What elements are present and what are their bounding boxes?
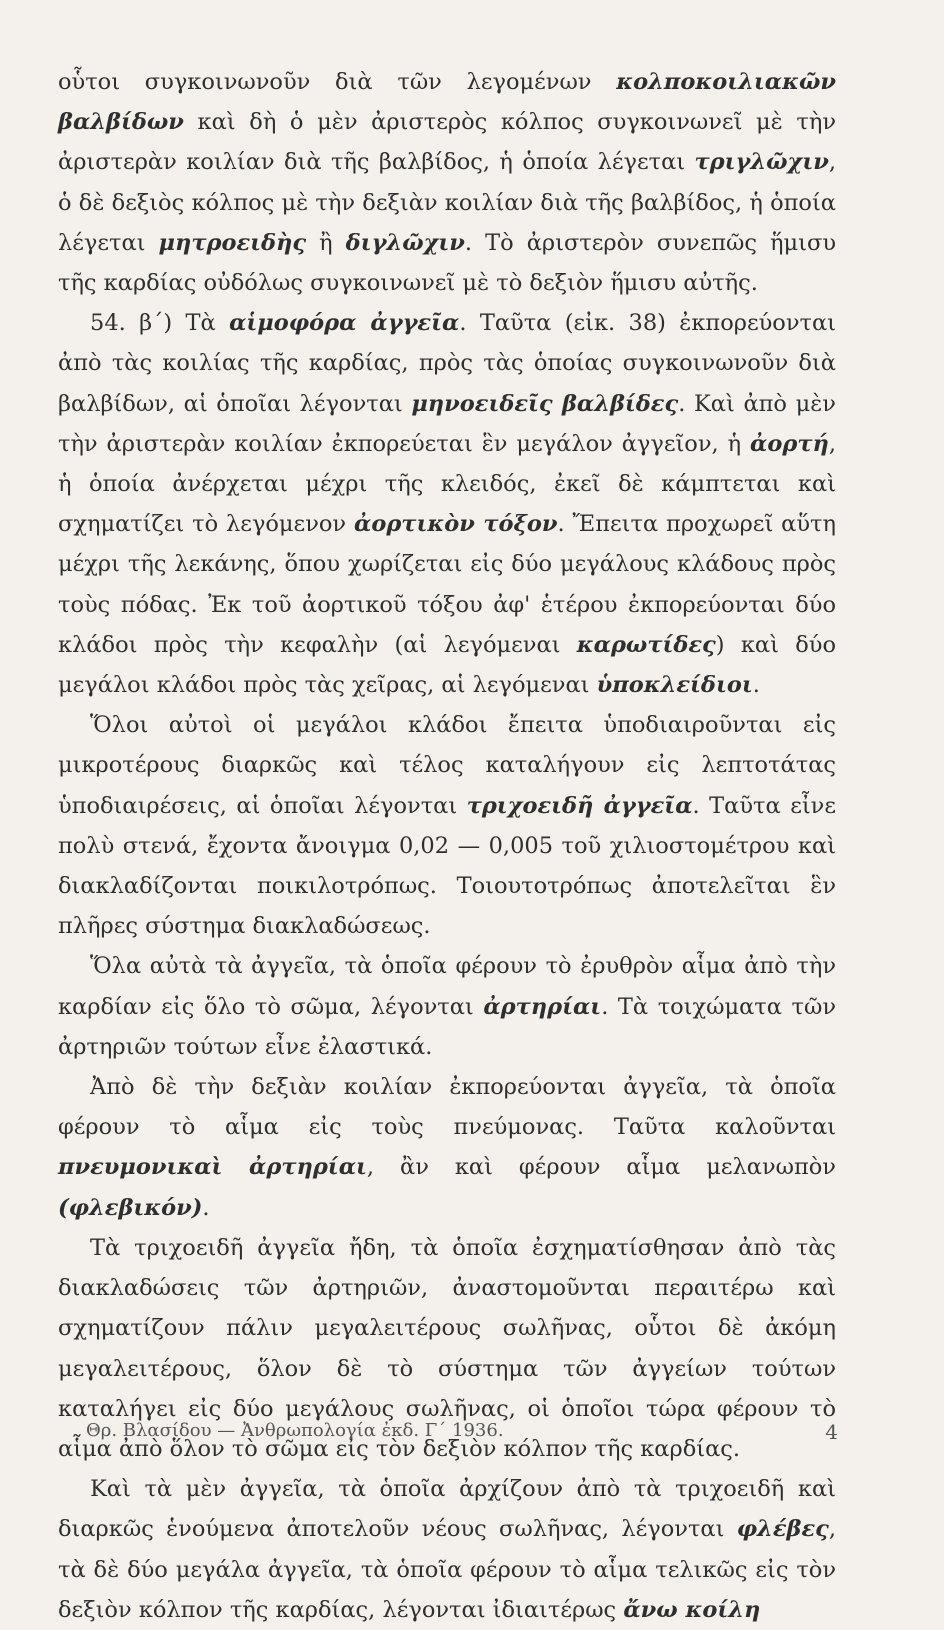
body-text: [58, 62, 836, 1630]
key-term: ἀορτικὸν τόξον: [354, 511, 558, 538]
text-run: , τὰ δὲ δύο μεγάλα ἀγγεῖα, τὰ ὁποῖα φέρουν τὸ αἷμα τελικῶς εἰς τὸν δεξιὸν κόλπον τῆς καρδίας, λέγονται ἰδιαιτέρως: [58, 1516, 836, 1623]
key-term: τριγλῶχιν: [694, 149, 829, 176]
key-term: ὑποκλείδιοι: [596, 672, 753, 699]
key-term: κολποκοιλιακῶν βαλβίδων: [58, 69, 836, 136]
paragraph: [58, 303, 836, 705]
key-term: μηνοειδεῖς βαλβίδες: [411, 390, 679, 417]
key-term: ἀορτή: [750, 430, 829, 457]
text-run: .: [202, 1194, 210, 1221]
text-run: , ἂν καὶ φέρουν αἷμα μελανωπὸν: [366, 1154, 836, 1181]
text-run: ἢ: [306, 229, 346, 256]
paragraph: [58, 1469, 836, 1630]
text-run: . Καὶ ἀπὸ μὲν τὴν ἀριστερὰν κοιλίαν ἐκπορεύεται ἓν μεγάλον ἀγγεῖον, ἡ: [58, 390, 836, 457]
text-run: . Τὸ ἀριστερὸν συνεπῶς ἥμισυ τῆς καρδίας οὐδόλως συγκοινωνεῖ μὲ τὸ δεξιὸν ἥμισυ αὐτῆς.: [58, 229, 836, 297]
text-run: Ὅλα αὐτὰ τὰ ἀγγεῖα, τὰ ὁποῖα φέρουν τὸ ἐρυθρὸν αἷμα ἀπὸ τὴν καρδίαν εἰς ὅλο τὸ σῶμα, λέγονται: [58, 953, 836, 1020]
page-number: 4: [825, 1420, 838, 1444]
key-term: φλέβες: [736, 1516, 829, 1543]
text-run: Ὅλοι αὐτοὶ οἱ μεγάλοι κλάδοι ἔπειτα ὑποδιαιροῦνται εἰς μικροτέρους διαρκῶς καὶ τέλος καταλήγουν εἰς λεπτοτάτας ὑποδιαιρέσεις, αἱ ὁποῖαι λέγονται: [58, 712, 836, 819]
key-term: πνευμονικαὶ ἀρτηρίαι: [58, 1154, 367, 1181]
text-run: . Ἔπειτα προχωρεῖ αὕτη μέχρι τῆς λεκάνης, ὅπου χωρίζεται εἰς δύο μεγάλους κλάδους πρὸς τοὺς πόδας. Ἐκ τοῦ ἀορτικοῦ τόξου ἀφ' ἑτέρου ἐκπορεύονται δύο κλάδοι πρὸς τὴν κεφαλὴν (αἱ λεγόμεναι: [58, 511, 836, 658]
footer-source: Θρ. Βλασίδου — Ἀνθρωπολογία ἐκδ. Γ΄ 1936.: [86, 1420, 504, 1441]
key-term: αἱμοφόρα ἀγγεῖα: [229, 310, 460, 337]
text-run: 54. β΄) Τὰ: [90, 310, 230, 337]
text-run: Ἀπὸ δὲ τὴν δεξιὰν κοιλίαν ἐκπορεύονται ἀγγεῖα, τὰ ὁποῖα φέρουν τὸ αἷμα εἰς τοὺς πνεύμονας. Ταῦτα καλοῦνται: [58, 1074, 836, 1141]
text-run: οὗτοι συγκοινωνοῦν διὰ τῶν λεγομένων: [58, 69, 617, 95]
text-run: . Ταῦτα εἶνε πολὺ στενά, ἔχοντα ἄνοιγμα 0,02 — 0,005 τοῦ χιλιοστομέτρου καὶ διακλαδίζονται ποικιλοτρόπως. Τοιουτοτρόπως ἀποτελεῖται ἓν πλῆρες σύστημα διακλαδώσεως.: [58, 792, 837, 940]
text-run: καὶ δὴ ὁ μὲν ἀριστερὸς κόλπος συγκοινωνεῖ μὲ τὴν ἀριστερὰν κοιλίαν διὰ τῆς βαλβίδος, ἡ ὁποία λέγεται: [58, 109, 836, 176]
paragraph: [58, 1067, 836, 1228]
text-run: .: [752, 672, 760, 699]
key-term: τριχοειδῆ ἀγγεῖα: [466, 792, 693, 819]
page-footer: [86, 1420, 838, 1444]
key-term: ἄνω κοίλη: [623, 1596, 761, 1623]
text-run: Καὶ τὰ μὲν ἀγγεῖα, τὰ ὁποῖα ἀρχίζουν ἀπὸ τὰ τριχοειδῆ καὶ διαρκῶς ἑνούμενα ἀποτελοῦν νέους σωλῆνας, λέγονται: [58, 1476, 836, 1543]
paragraph: [58, 946, 836, 1067]
text-run: . Ταῦτα (εἰκ. 38) ἐκπορεύονται ἀπὸ τὰς κοιλίας τῆς καρδίας, πρὸς τὰς ὁποίας συγκοινωνοῦν διὰ βαλβίδων, αἱ ὁποῖαι λέγονται: [58, 310, 836, 417]
key-term: μητροειδὴς: [158, 229, 307, 256]
text-run: Τὰ τριχοειδῆ ἀγγεῖα ἤδη, τὰ ὁποῖα ἐσχηματίσθησαν ἀπὸ τὰς διακλαδώσεις τῶν ἀρτηριῶν, ἀναστομοῦνται περαιτέρω καὶ σχηματίζουν πάλιν μεγαλειτέρους σωλῆνας, οὗτοι δὲ ἀκόμη μεγαλειτέρους, ὅλον δὲ τὸ σύστημα τῶν ἀγγείων τούτων καταλήγει εἰς δύο μεγάλους σωλῆνας, οἱ ὁποῖοι τώρα φέρουν τὸ αἷμα ἀπὸ ὅλον τὸ σῶμα εἰς τὸν δεξιὸν κόλπον τῆς καρδίας.: [58, 1234, 836, 1462]
paragraph: [58, 705, 836, 946]
paragraph: [58, 62, 836, 303]
key-term: ἀρτηρίαι: [483, 993, 602, 1020]
text-run: , ὁ δὲ δεξιὸς κόλπος μὲ τὴν δεξιὰν κοιλίαν διὰ τῆς βαλβίδος, ἡ ὁποία λέγεται: [58, 149, 836, 256]
key-term: διγλῶχιν: [345, 229, 465, 256]
text-run: . Τὰ τοιχώματα τῶν ἀρτηριῶν τούτων εἶνε ἐλαστικά.: [58, 993, 836, 1060]
key-term: καρωτίδες: [576, 631, 716, 658]
key-term: (φλεβικόν): [58, 1194, 203, 1221]
text-run: , ἡ ὁποία ἀνέρχεται μέχρι τῆς κλειδός, ἐκεῖ δὲ κάμπτεται καὶ σχηματίζει τὸ λεγόμενον: [58, 430, 836, 538]
text-run: ) καὶ δύο μεγάλοι κλάδοι πρὸς τὰς χεῖρας, αἱ λεγόμεναι: [58, 631, 836, 699]
